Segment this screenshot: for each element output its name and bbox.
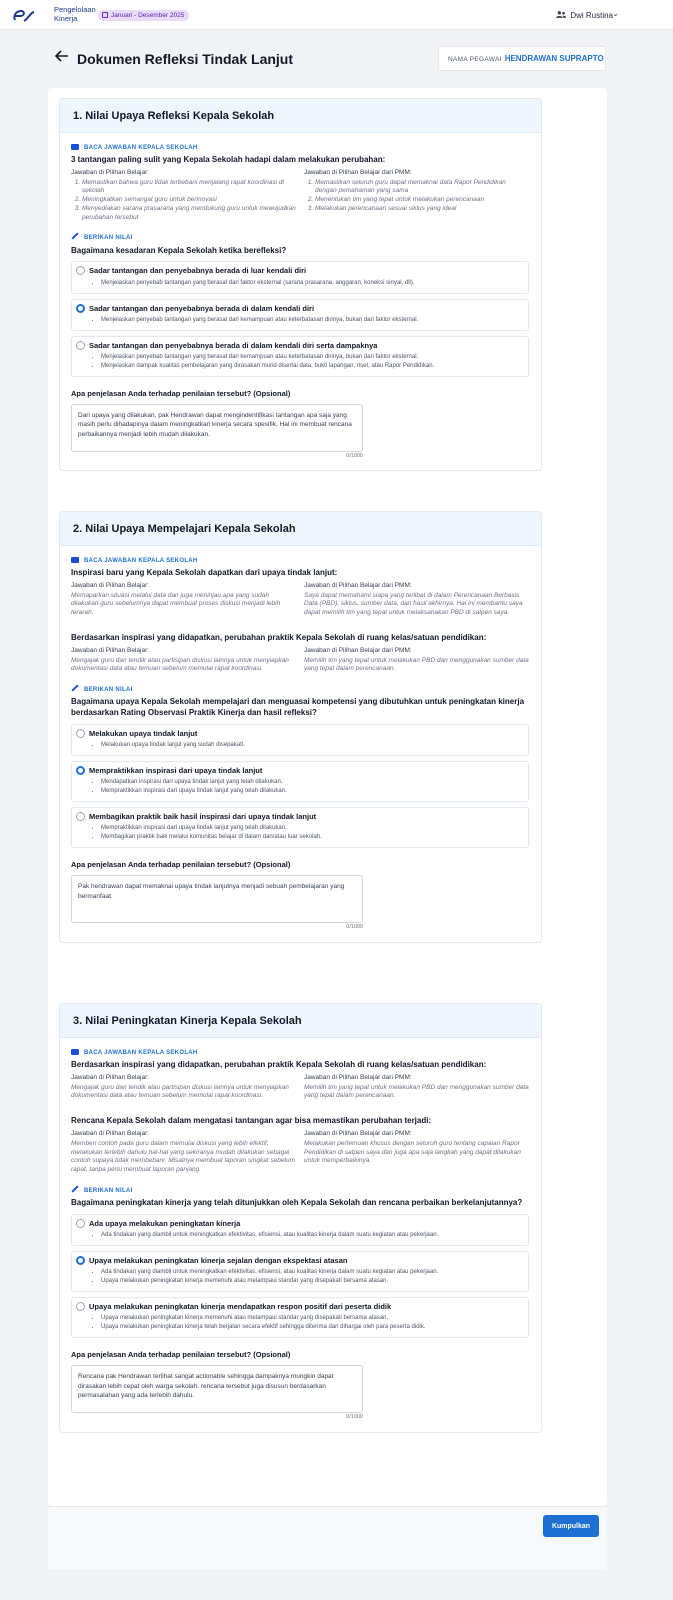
submit-button[interactable]: Kumpulkan [543,1515,599,1537]
reflection-question: Rencana Kepala Sekolah dalam mengatasi tantangan agar bisa memastikan perubahan terjadi: [71,1116,432,1126]
criteria-item: • Menjelaskan penyebab tantangan yang berasal dari kemampuan atau keterbatasan dirinya, bukan dari faktor eksternal. [101,316,520,325]
reflection-question: Berdasarkan inspirasi yang didapatkan, perubahan praktik Kepala Sekolah di ruang kelas/satuan pendidikan: [71,632,487,642]
period-badge[interactable] [98,10,189,21]
radio-button[interactable] [76,729,85,738]
chevron-down-icon[interactable]: ⌄ [612,9,619,18]
explanation-textarea[interactable]: Rencana pak Hendrawan terlihat sangat actionable sehingga dampaknya mungkin dapat dirasakan lebih cepat oleh warga sekolah. rencana tersebut juga disusun berdasarkan permasalahan yang ada terlebih dahulu. [71,1365,363,1413]
answer-source: Jawaban di Pilihan Belajar dari PMM: [304,646,412,654]
answer-list [304,179,529,214]
period-label: Januari - Desember 2025 [111,12,185,19]
read-answers-text: BACA JAWABAN KEPALA SEKOLAH [84,145,198,151]
answer-text: Memaparkan situasi melalui data dan juga meninjau apa yang sudah dilakukan guru sebelumnya dapat membuat proses diskusi menjadi lebih terarah. [71,591,281,617]
radio-button[interactable] [76,812,85,821]
give-score-text: BERIKAN NILAI [84,235,133,242]
criteria-item: • Ada tindakan yang diambil untuk meningkatkan efektivitas, efisiensi, atau kualitas kinerja dalam suatu kegiatan atau pekerjaan. [101,1268,520,1277]
answer-column-left [71,647,296,674]
answer-source: Jawaban di Pilihan Belajar: [71,646,150,654]
app-name [54,6,96,23]
option-criteria [89,316,520,325]
users-icon [556,10,566,19]
answer-column-left [71,1074,296,1101]
answer-item: 1. Memastikan bahwa guru tidak terbebani menjalang rapat koordinasi di sekolah [82,179,296,197]
option-title: Sadar tantangan dan penyebabnya berada di luar kendali diri [89,266,307,276]
answer-source: Jawaban di Pilihan Belajar: [71,581,150,589]
explanation-question: Apa penjelasan Anda terhadap penilaian tersebut? (Opsional) [71,1350,291,1360]
back-arrow-icon[interactable] [55,50,69,62]
employee-card [438,46,606,71]
app-logo-icon [12,8,38,24]
criteria-item: • Menjelaskan penyebab tantangan yang berasal dari kemampuan atau keterbatasan dirinya, bukan dari faktor eksternal. [101,353,520,362]
score-option[interactable] [71,261,529,293]
read-answers-text: BACA JAWABAN KEPALA SEKOLAH [84,1050,198,1056]
answer-item: 3. Melakukan perencanaan sesuai siklus yang ideal [315,205,529,214]
answer-column-right [304,1074,529,1101]
criteria-item: • Membagikan praktik baik melalui komunitas belajar di dalam dan/atau luar sekolah. [101,833,520,842]
employee-label: NAMA PEGAWAI [448,56,502,63]
option-criteria [89,1314,520,1332]
option-title: Upaya melakukan peningkatan kinerja mendapatkan respon positif dari peserta didik [89,1301,392,1311]
give-score-label [71,234,529,242]
section-title: 2. Nilai Upaya Mempelajari Kepala Sekolah [60,512,541,546]
answer-text: Mengajak guru dan tendik atau partisipan diskusi lainnya untuk menyiapkan dokumentasi data atau temuan sebelum memulai rapat koordinasi. [71,1083,289,1100]
option-criteria [89,741,520,750]
option-title: Melakukan upaya tindak lanjut [89,728,198,738]
answer-source: Jawaban di Pilihan Belajar: [71,1129,150,1137]
section-title: 3. Nilai Peningkatan Kinerja Kepala Sekolah [60,1004,541,1038]
score-option[interactable] [71,724,529,756]
option-criteria [89,1268,520,1286]
criteria-item: • Upaya melakukan peningkatan kinerja telah berjalan secara efektif sehingga diterima dan dihargai oleh para peserta didik. [101,1323,520,1332]
radio-button[interactable] [76,266,85,275]
explanation-textarea[interactable]: Dari upaya yang dilakukan, pak Hendrawan dapat mengindentifikasi tantangan apa saja yang masih perlu dihadapinya dalam meningkatkan kinerja secara spesifik. Hal ini membuat rencana perbaikannya menjadi lebih mudah dilakukan. [71,404,363,452]
answer-item: 2. Menentukan tim yang tepat untuk melakukan perencanaan [315,196,529,205]
criteria-item: • Mempraktikkan inspirasi dari upaya tindak lanjut yang telah dilakukan. [101,787,520,796]
calendar-icon [102,12,108,18]
criteria-item: • Mendapatkan inspirasi dari upaya tindak lanjut yang telah dilakukan. [101,778,520,787]
criteria-item: • Mempraktikkan inspirasi dari upaya tindak lanjut yang telah dilakukan. [101,824,520,833]
answer-column-left [71,1130,296,1175]
reflection-question: Inspirasi baru yang Kepala Sekolah dapatkan dari upaya tindak lanjut: [71,568,338,578]
score-option[interactable] [71,336,529,377]
read-answers-label [71,557,529,565]
explanation-textarea[interactable]: Pak hendrawan dapat memaknai upaya tindak lanjutnya menjadi sebuah pembelajaran yang bermanfaat. [71,875,363,923]
score-question: Bagaimana peningkatan kinerja yang telah ditunjukkan oleh Kepala Sekolah dan rencana perbaikan berkelanjutannya? [71,1197,523,1207]
criteria-item: • Upaya melakukan peningkatan kinerja memenuhi atau melampaui standar yang disepakati bersama atasan. [101,1314,520,1323]
score-option[interactable] [71,299,529,331]
radio-button[interactable] [76,1256,85,1265]
answer-text: Mengajak guru dan tendik atau partisipan diskusi lainnya untuk menyiapkan dokumentasi data atau temuan sebelum memulai rapat koordinasi. [71,656,289,673]
top-bar [0,0,673,30]
page-title: Dokumen Refleksi Tindak Lanjut [77,51,294,67]
pencil-icon [71,233,78,240]
option-title: Membagikan praktik baik hasil inspirasi dari upaya tindak lanjut [89,811,317,821]
char-counter: 0/1000 [346,1414,363,1421]
option-criteria [89,778,520,796]
score-option[interactable] [71,1214,529,1246]
app-name-line1: Pengelolaan [54,5,96,14]
criteria-item: • Menjelaskan penyebab tantangan yang berasal dari faktor eksternal (sarana prasarana, anggaran, koneksi sinyal, dll). [101,279,520,288]
give-score-label [71,1187,529,1195]
read-answers-text: BACA JAWABAN KEPALA SEKOLAH [84,558,198,564]
char-counter: 0/1000 [346,924,363,931]
answer-text: Melakukan pertemuan khusus dengan seluruh guru tentang capaian Rapor Pendidikan di satpen saya dan juga apa saja langkah yang dapat dilakukan untuk memperbaikinya. [304,1139,521,1165]
reflection-question: 3 tantangan paling sulit yang Kepala Sekolah hadapi dalam melakukan perubahan: [71,155,386,165]
score-question: Bagaimana kesadaran Kepala Sekolah ketika berefleksi? [71,245,287,255]
option-title: Ada upaya melakukan peningkatan kinerja [89,1218,241,1228]
score-option[interactable] [71,807,529,848]
answer-source: Jawaban di Pilihan Belajar: [71,1073,150,1081]
option-criteria [89,824,520,842]
option-criteria [89,1231,520,1240]
answer-column-left [71,169,296,223]
reflection-question: Berdasarkan inspirasi yang didapatkan, perubahan praktik Kepala Sekolah di ruang kelas/satuan pendidikan: [71,1060,487,1070]
criteria-item: • Menjelaskan dampak kualitas pembelajaran yang dirasakan murid disertai data, bukti lapangan, riset, atau Rapor Pendidikan. [101,362,520,371]
radio-button[interactable] [76,1302,85,1311]
answer-column-right [304,582,529,618]
book-icon [71,144,79,150]
user-menu[interactable] [556,10,613,22]
answer-item: 1. Memastikan seluruh guru dapat memaknai data Rapor Pendidikan dengan pemahaman yang sama [315,179,529,197]
radio-button[interactable] [76,304,85,313]
option-criteria [89,279,520,288]
answer-source: Jawaban di Pilihan Belajar dari PMM: [304,1129,412,1137]
radio-button[interactable] [76,341,85,350]
answer-column-right [304,647,529,674]
score-option[interactable] [71,1251,529,1292]
section-1 [59,98,542,471]
main-content [48,88,607,1506]
option-title: Upaya melakukan peningkatan kinerja sejalan dengan ekspektasi atasan [89,1255,348,1265]
answer-list [71,179,296,223]
criteria-item: • Ada tindakan yang diambil untuk meningkatkan efektivitas, efisiensi, atau kualitas kinerja dalam suatu kegiatan atau pekerjaan. [101,1231,520,1240]
explanation-question: Apa penjelasan Anda terhadap penilaian tersebut? (Opsional) [71,860,291,870]
answer-text: Memilih tim yang tepat untuk melakukan PBD dan menggunakan sumber data yang tepat dalam perencanaan. [304,656,529,673]
option-title: Mempraktikkan inspirasi dari upaya tindak lanjut [89,765,263,775]
answer-column-left [71,582,296,618]
app-name-line2: Kinerja [54,13,78,23]
section-2 [59,511,542,943]
score-option[interactable] [71,761,529,802]
radio-button[interactable] [76,1219,85,1228]
option-criteria [89,353,520,371]
user-name: Dwi Rustina [570,11,613,20]
option-title: Sadar tantangan dan penyebabnya berada di dalam kendali diri [89,303,315,313]
section-title: 1. Nilai Upaya Refleksi Kepala Sekolah [60,99,541,133]
footer-bar [48,1506,607,1569]
answer-item: 3. Menyediakan sarana prasarana yang mendukung guru untuk mewujudkan perubahan tersebut [82,205,296,223]
book-icon [71,1049,79,1055]
char-counter: 0/1000 [346,452,363,459]
answer-source: Jawaban di Pilihan Belajar dari PMM: [304,581,412,589]
criteria-item: • Melakukan upaya tindak lanjut yang sudah disepakati. [101,741,520,750]
book-icon [71,557,79,563]
radio-button[interactable] [76,766,85,775]
answer-item: 2. Meningkatkan semangat guru untuk berinovasi [82,196,296,205]
answer-column-right [304,169,529,223]
answer-column-right [304,1130,529,1175]
answer-source: Jawaban di Pilihan Belajar dari PMM: [304,168,412,176]
answer-text: Memberi contoh pada guru dalam memulai diskusi yang lebih efektif, melakukan terlebih dahulu hal-hal yang sekiranya mudah dilakukan sebagai contoh supaya tidak membebani. Misalnya membuat laporan singkat sebelum rapat, tanpa perlu membuat laporan panjang. [71,1139,296,1174]
option-title: Sadar tantangan dan penyebabnya berada di dalam kendali diri serta dampaknya [89,340,378,350]
answer-text: Saya dapat memahami siapa yang terlibat di dalam Perencanaan Berbasis Data (PBD), siklus, sumber data, dan hasil akhirnya. Hal ini membantu saya dapat memilih tim yang tepat untuk melaksanakan PBD di satpen saya. [304,591,523,617]
answer-text: Memilih tim yang tepat untuk melakukan PBD dan menggunakan sumber data yang tepat dalam perencanaan. [304,1083,529,1100]
score-option[interactable] [71,1297,529,1338]
explanation-question: Apa penjelasan Anda terhadap penilaian tersebut? (Opsional) [71,388,291,398]
read-answers-label [71,144,529,152]
answer-source: Jawaban di Pilihan Belajar: [71,168,150,176]
pencil-icon [71,1185,78,1192]
pencil-icon [71,685,78,692]
criteria-item: • Upaya melakukan peningkatan kinerja memenuhi atau melampaui standar yang disepakati bersama atasan. [101,1277,520,1286]
read-answers-label [71,1049,529,1057]
give-score-text: BERIKAN NILAI [84,1187,133,1194]
give-score-text: BERIKAN NILAI [84,687,133,694]
answer-source: Jawaban di Pilihan Belajar dari PMM: [304,1073,412,1081]
employee-name: HENDRAWAN SUPRAPTO [504,54,604,63]
give-score-label [71,686,529,694]
section-3 [59,1003,542,1433]
score-question: Bagaimana upaya Kepala Sekolah mempelajari dan menguasai kompetensi yang dibutuhkan untuk peningkatan kinerja berdasarkan Rating Observasi Praktik Kinerja dan hasil refleksi? [71,697,525,717]
